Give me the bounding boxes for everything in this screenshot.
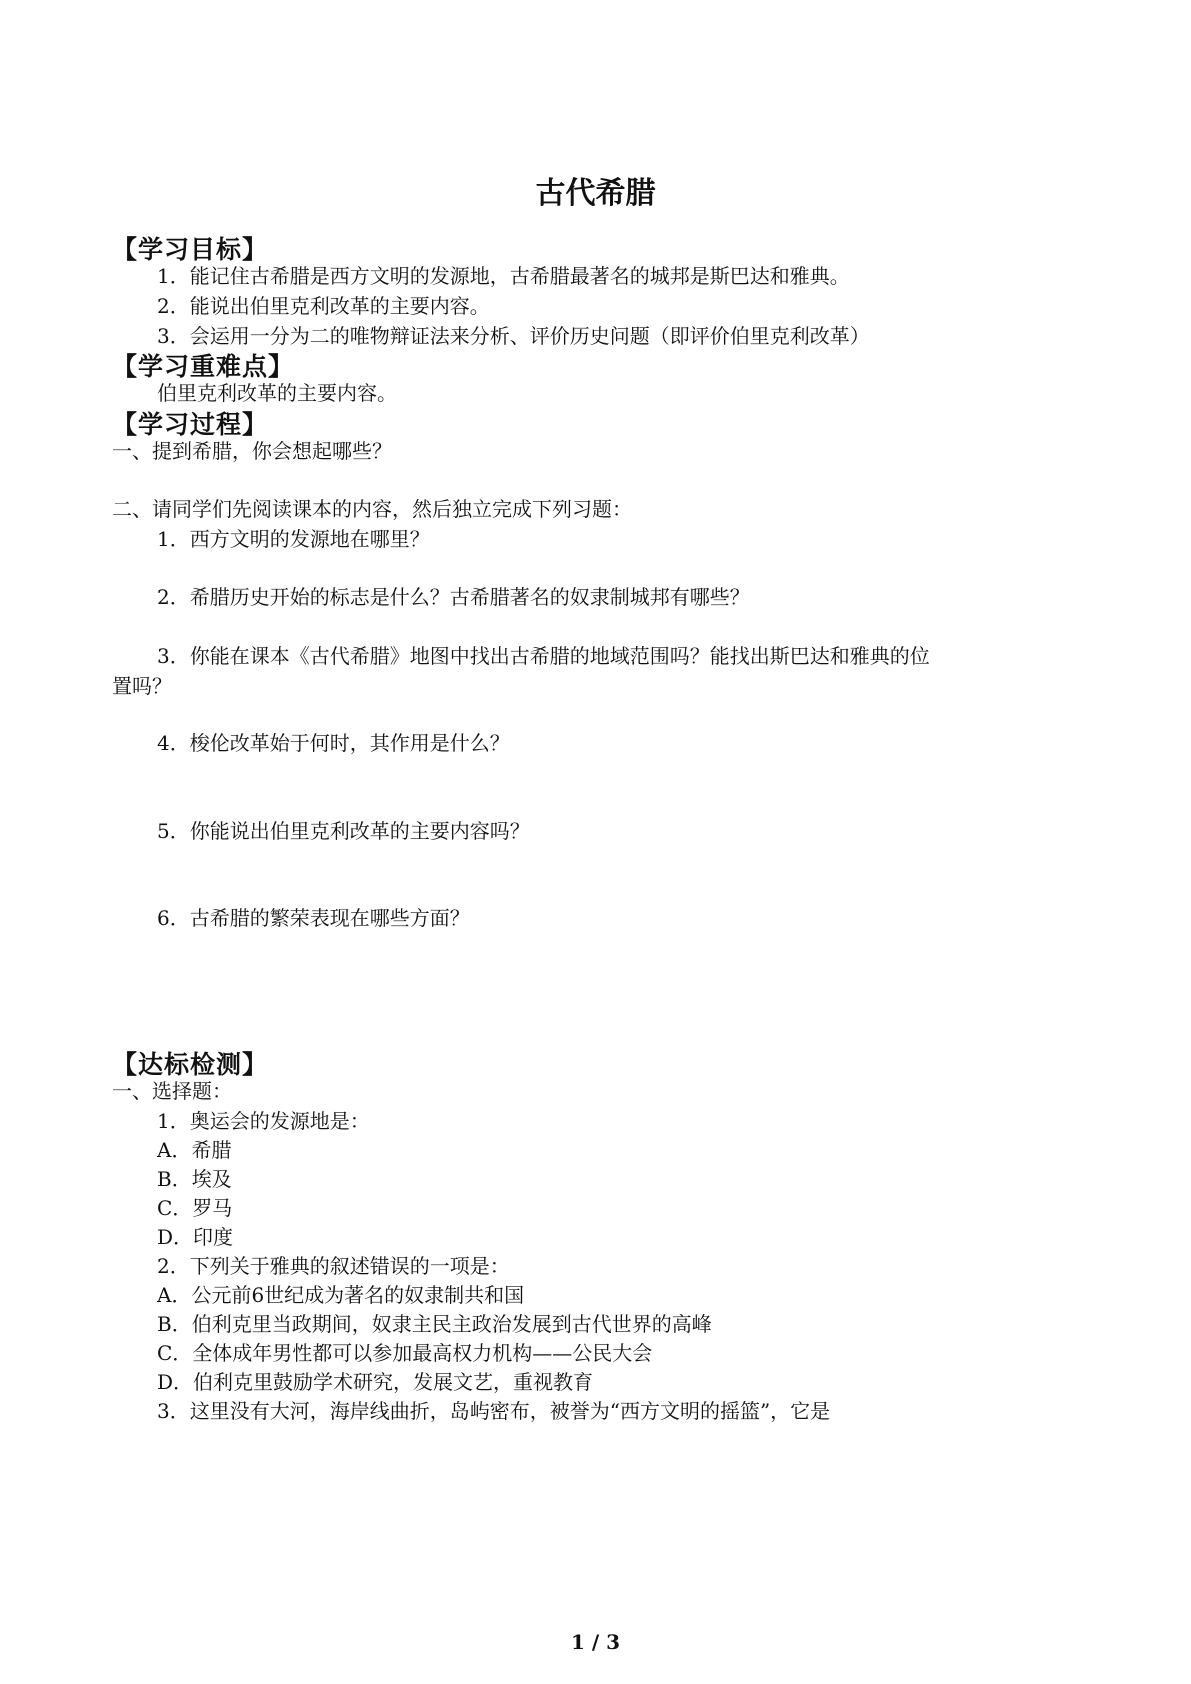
objective-1: 1．能记住古希腊是西方文明的发源地，古希腊最著名的城邦是斯巴达和雅典。 (157, 264, 850, 288)
page-title: 古代希腊 (535, 176, 656, 211)
test-heading: 【达标检测】 (112, 1050, 269, 1079)
test-q1-option-c: C．罗马 (157, 1196, 233, 1220)
test-q2-option-d: D．伯利克里鼓励学术研究，发展文艺，重视教育 (157, 1370, 594, 1394)
process-part-2: 二、请同学们先阅读课本的内容，然后独立完成下列习题： (112, 497, 632, 521)
test-question-3: 3．这里没有大河，海岸线曲折，岛屿密布，被誉为“西方文明的摇篮”，它是 (157, 1399, 831, 1423)
test-q1-option-a: A．希腊 (157, 1138, 232, 1162)
process-part-1: 一、提到希腊，你会想起哪些？ (112, 439, 392, 463)
key-points-heading: 【学习重难点】 (112, 352, 295, 381)
objectives-heading: 【学习目标】 (112, 235, 269, 264)
process-question-2: 2．希腊历史开始的标志是什么？古希腊著名的奴隶制城邦有哪些？ (157, 585, 750, 609)
test-q2-option-c: C．全体成年男性都可以参加最高权力机构——公民大会 (157, 1341, 653, 1365)
test-q2-option-b: B．伯利克里当政期间，奴隶主民主政治发展到古代世界的高峰 (157, 1312, 712, 1336)
page-number: 1 / 3 (570, 1630, 621, 1654)
test-q1-option-b: B．埃及 (157, 1167, 232, 1191)
objective-2: 2．能说出伯里克利改革的主要内容。 (157, 294, 490, 318)
test-question-1: 1．奥运会的发源地是： (157, 1109, 370, 1133)
process-question-3-cont: 置吗？ (112, 674, 172, 698)
objective-3: 3．会运用一分为二的唯物辩证法来分析、评价历史问题（即评价伯里克利改革） (157, 324, 870, 348)
test-section: 一、选择题： (112, 1079, 232, 1103)
process-question-3: 3．你能在课本《古代希腊》地图中找出古希腊的地域范围吗？能找出斯巴达和雅典的位 (157, 644, 930, 668)
process-question-6: 6．古希腊的繁荣表现在哪些方面？ (157, 906, 470, 930)
process-question-4: 4．梭伦改革始于何时，其作用是什么？ (157, 731, 510, 755)
test-question-2: 2．下列关于雅典的叙述错误的一项是： (157, 1254, 510, 1278)
test-q2-option-a: A．公元前6世纪成为著名的奴隶制共和国 (157, 1283, 525, 1307)
key-points-text: 伯里克利改革的主要内容。 (157, 381, 397, 405)
process-question-1: 1．西方文明的发源地在哪里？ (157, 527, 430, 551)
process-question-5: 5．你能说出伯里克利改革的主要内容吗？ (157, 819, 530, 843)
test-q1-option-d: D．印度 (157, 1225, 234, 1249)
process-heading: 【学习过程】 (112, 410, 269, 439)
